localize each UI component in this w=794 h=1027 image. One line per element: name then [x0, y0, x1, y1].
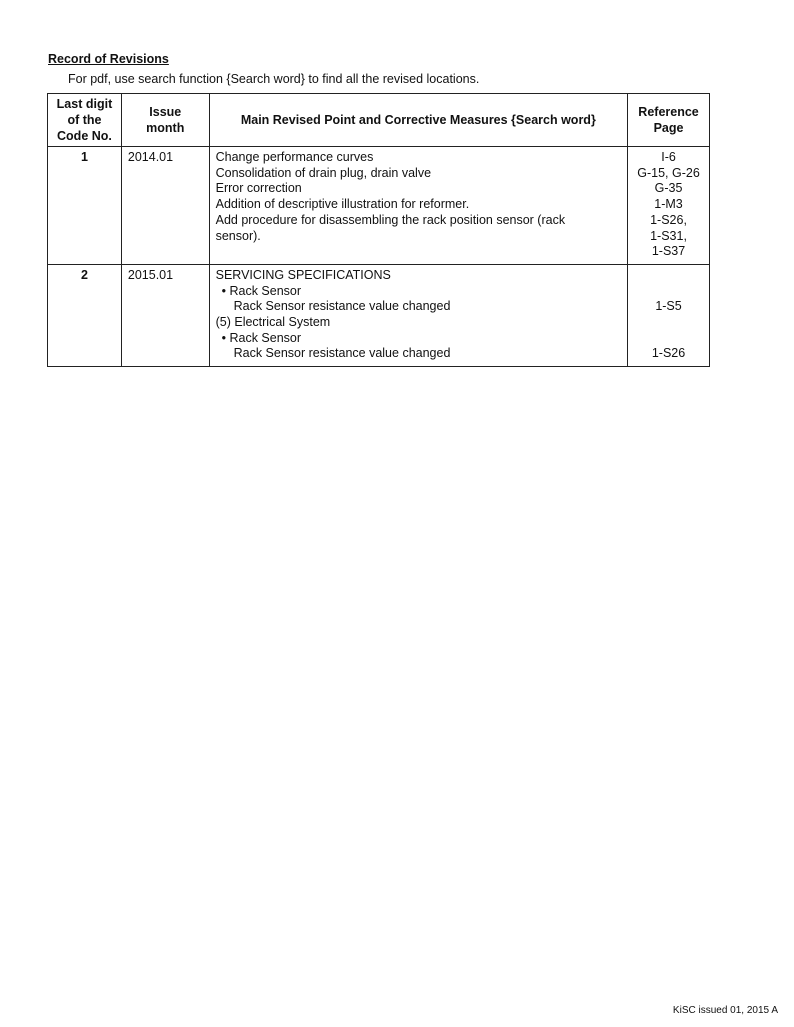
- revision-line: SERVICING SPECIFICATIONS: [215, 267, 391, 282]
- revision-line: (5) Electrical System: [215, 315, 331, 330]
- revision-sub-line: Rack Sensor resistance value changed: [233, 299, 451, 314]
- revision-line: Change performance curves: [215, 150, 374, 164]
- header-month: [121, 94, 209, 147]
- main-cell: [209, 264, 627, 366]
- ref-line: [634, 331, 703, 347]
- header-code-line: of the: [67, 113, 102, 127]
- ref-cell: [628, 264, 710, 366]
- header-main: Main Revised Point and Corrective Measures {Search word}: [209, 94, 627, 147]
- revision-line: Addition of descriptive illustration for reformer.: [215, 197, 470, 212]
- ref-line: 1-M3: [654, 197, 683, 212]
- footer-issue-text: KiSC issued 01, 2015 A: [672, 1005, 778, 1016]
- ref-line: [634, 268, 703, 284]
- revisions-table: [47, 93, 710, 367]
- revision-line: Error correction: [215, 181, 302, 196]
- header-code-line: Last digit: [56, 97, 113, 111]
- revision-line: Add procedure for disassembling the rack position sensor (rack: [215, 212, 566, 227]
- ref-line: 1-S5: [655, 299, 682, 314]
- header-month-line: Issue: [149, 105, 182, 119]
- ref-line: G-15, G-26: [637, 165, 700, 180]
- revision-line: sensor).: [215, 228, 261, 243]
- header-ref-line: Page: [653, 121, 684, 135]
- table-row: [48, 147, 710, 265]
- ref-line: 1-S31,: [650, 228, 687, 243]
- page-title: Record of Revisions: [48, 52, 169, 66]
- header-month-line: month: [146, 121, 185, 135]
- intro-text: For pdf, use search function {Search word} to find all the revised locations.: [68, 72, 480, 86]
- month-cell: 2014.01: [121, 147, 209, 265]
- header-ref-line: Reference: [638, 105, 699, 119]
- ref-line: I-6: [661, 150, 676, 164]
- revision-bullet-line: • Rack Sensor: [221, 283, 302, 298]
- header-code-line: Code No.: [57, 129, 112, 143]
- month-cell: 2015.01: [121, 264, 209, 366]
- table-row: [48, 264, 710, 366]
- header-code: [48, 94, 122, 147]
- ref-line: 1-S37: [651, 244, 686, 259]
- ref-line: [634, 315, 703, 331]
- code-cell: 2: [48, 264, 122, 366]
- ref-cell: [628, 147, 710, 265]
- revision-sub-line: Rack Sensor resistance value changed: [233, 346, 451, 361]
- main-cell: [209, 147, 627, 265]
- ref-line: 1-S26,: [650, 212, 687, 227]
- header-row: [48, 94, 710, 147]
- ref-line: G-35: [654, 181, 683, 196]
- ref-line: 1-S26: [651, 346, 686, 361]
- code-cell: 1: [48, 147, 122, 265]
- revision-line: Consolidation of drain plug, drain valve: [215, 165, 432, 180]
- ref-line: [634, 284, 703, 300]
- revision-bullet-line: • Rack Sensor: [221, 330, 302, 345]
- header-ref: [628, 94, 710, 147]
